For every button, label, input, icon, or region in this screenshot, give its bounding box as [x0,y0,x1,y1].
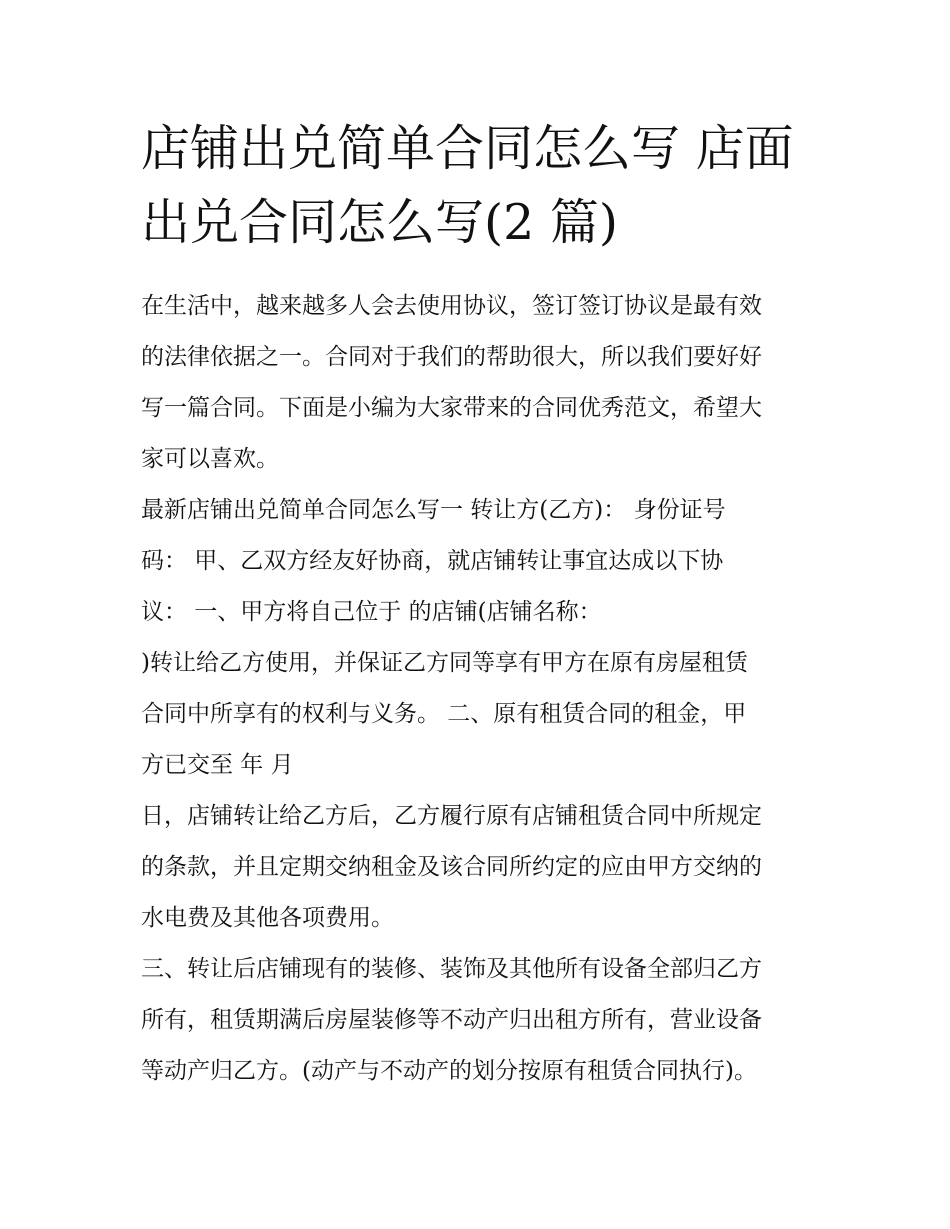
body-line: 在生活中，越来越多人会去使用协议，签订签订协议是最有效 [141,293,762,319]
title-line: 出兑合同怎么写(2 篇) [141,194,618,251]
body-line: 所有，租赁期满后房屋装修等不动产归出租方所有，营业设备 [141,1007,762,1033]
body-line: 议： 一、甲方将自己位于 的店铺(店铺名称： [141,599,602,625]
body-line: 家可以喜欢。 [141,446,279,472]
body-line: 写一篇合同。下面是小编为大家带来的合同优秀范文，希望大 [141,395,762,421]
document-body [141,281,821,1097]
body-line: 合同中所享有的权利与义务。 二、原有租赁合同的租金，甲 [141,701,747,727]
title-line: 店铺出兑简单合同怎么写 店面 [141,120,794,177]
body-line: )转让给乙方使用，并保证乙方同等享有甲方在原有房屋租赁 [141,650,748,676]
body-line: 最新店铺出兑简单合同怎么写一 转让方(乙方)： 身份证号 [141,497,726,523]
body-line: 码： 甲、乙双方经友好协商，就店铺转让事宜达成以下协 [141,548,724,574]
body-line: 三、转让后店铺现有的装修、装饰及其他所有设备全部归乙方 [141,956,762,982]
body-line: 的条款，并且定期交纳租金及该合同所约定的应由甲方交纳的 [141,854,762,880]
body-line: 水电费及其他各项费用。 [141,905,394,931]
body-line: 方已交至 年 月 [141,752,294,778]
body-line: 等动产归乙方。(动产与不动产的划分按原有租赁合同执行)。 [141,1058,757,1084]
document-title [141,112,821,260]
body-line: 的法律依据之一。合同对于我们的帮助很大，所以我们要好好 [141,344,762,370]
body-line: 日，店铺转让给乙方后，乙方履行原有店铺租赁合同中所规定 [141,803,762,829]
